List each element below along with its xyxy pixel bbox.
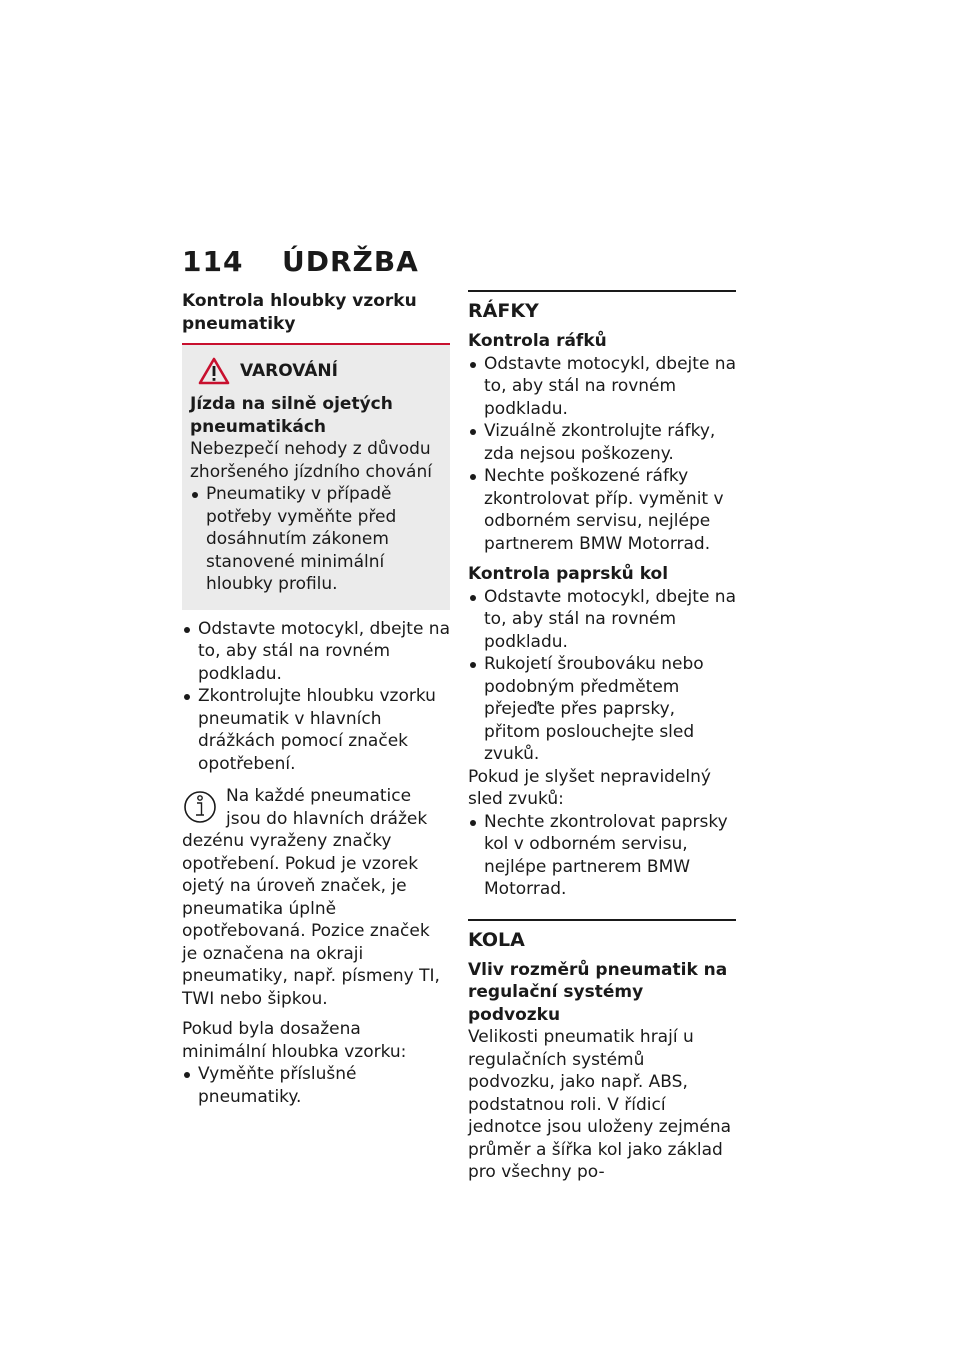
rims-check-list: [468, 353, 736, 556]
tread-depth-heading: Kontrola hloubky vzorku pneumatiky: [182, 291, 417, 334]
info-icon: [182, 787, 218, 827]
section-divider: [468, 290, 736, 292]
chapter-title: ÚDRŽBA: [282, 245, 419, 278]
list-item: Odstavte motocykl, dbejte na to, aby stál na rovném podkladu.: [468, 353, 736, 421]
list-item: Zkontrolujte hloubku vzorku pneumatik v hlavních drážkách pomocí značek opotřebení.: [182, 685, 450, 775]
left-column: [182, 290, 450, 1108]
min-depth-bullets: [182, 1063, 450, 1108]
list-item: Pneumatiky v případě potřeby vyměňte před dosáhnutím zákonem stanovené minimální hloubky profilu.: [190, 483, 442, 596]
list-item: Nechte zkontrolovat paprsky kol v odborném servisu, nejlépe partnerem BMW Motorrad.: [468, 811, 736, 901]
page-header: [182, 244, 419, 280]
warning-label: VAROVÁNÍ: [240, 360, 338, 381]
list-item: Vyměňte příslušné pneumatiky.: [182, 1063, 450, 1108]
tyre-size-heading: Vliv rozměrů pneumatik na regulační systémy podvozku: [468, 959, 728, 1025]
info-note: [182, 785, 450, 1010]
list-item: Rukojetí šroubováku nebo podobným předmětem přejeďte přes paprsky, přitom poslouchejte sled zvuků.: [468, 653, 736, 766]
warning-title: Jízda na silně ojetých pneumatikách: [190, 394, 393, 437]
tread-steps: [182, 618, 450, 776]
list-item: Odstavte motocykl, dbejte na to, aby stál na rovném podkladu.: [468, 586, 736, 654]
list-item: Odstavte motocykl, dbejte na to, aby stál na rovném podkladu.: [182, 618, 450, 686]
warning-text: Nebezpečí nehody z důvodu zhoršeného jízdního chování: [190, 439, 432, 482]
spokes-condition-text: Pokud je slyšet nepravidelný sled zvuků:: [468, 766, 711, 809]
warning-box: [182, 345, 450, 610]
list-item: Nechte poškozené ráfky zkontrolovat příp. vyměnit v odborném servisu, nejlépe partnerem BMW Motorrad.: [468, 465, 736, 555]
section-title-rims: RÁFKY: [468, 300, 539, 322]
right-column: [468, 290, 736, 1184]
warning-header: [190, 357, 442, 385]
info-text: Na každé pneumatice jsou do hlavních drážek dezénu vyraženy značky opotřebení. Pokud je vzorek ojetý na úroveň značek, je pneumatika úplně opotřebovaná. Pozice značek je označena na okraji pneumatiky, např. písmeny TI, TWI nebo šipkou.: [182, 786, 440, 1009]
min-depth-text: Pokud byla dosažena minimální hloubka vzorku:: [182, 1019, 407, 1062]
spokes-after-list: [468, 811, 736, 901]
rims-check-heading: Kontrola ráfků: [468, 331, 607, 351]
warning-triangle-icon: [198, 357, 230, 385]
section-title-wheels: KOLA: [468, 928, 525, 951]
tyre-size-text: Velikosti pneumatik hrají u regulačních systémů podvozku, jako např. ABS, podstatnou roli. V řídicí jednotce jsou uloženy zejména průměr a šířka kol jako základ pro všechny po-: [468, 1027, 732, 1182]
warning-bullets: [190, 483, 442, 596]
page-number: 114: [182, 245, 244, 278]
spokes-check-list: [468, 586, 736, 766]
list-item: Vizuálně zkontrolujte ráfky, zda nejsou poškozeny.: [468, 420, 736, 465]
spokes-check-heading: Kontrola paprsků kol: [468, 564, 669, 584]
section-divider: [468, 919, 736, 921]
